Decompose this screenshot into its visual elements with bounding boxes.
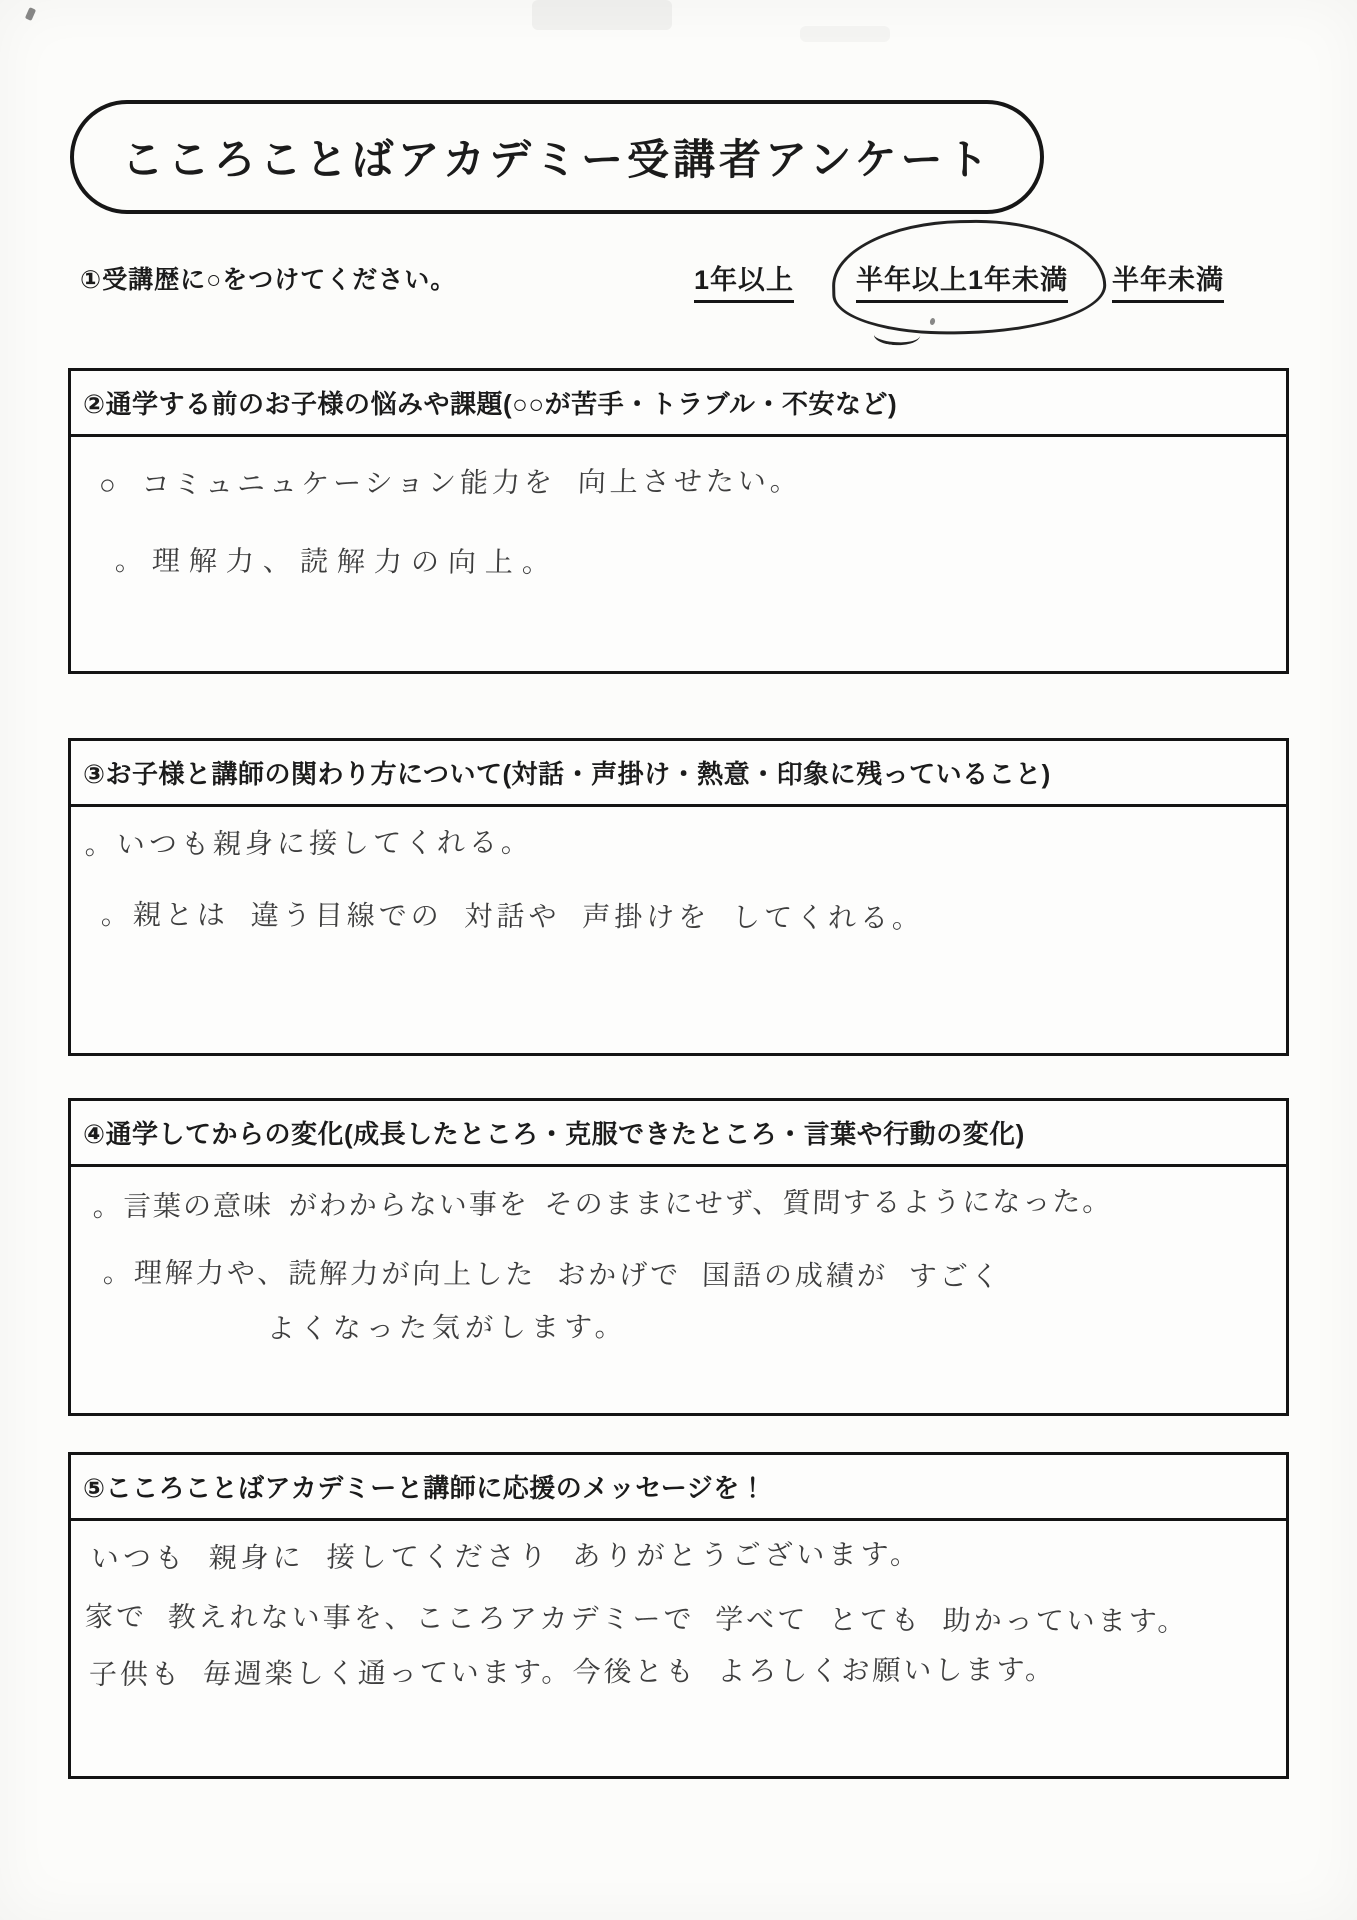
question-box-q5 bbox=[68, 1452, 1289, 1779]
form-title-oval bbox=[70, 100, 1044, 214]
handwritten-line: 。言葉の意味 がわからない事を そのままにせず、質問するようになった。 bbox=[92, 1185, 1113, 1222]
q1-option-half-to-1year: 半年以上1年未満 bbox=[856, 258, 1068, 303]
handwritten-line: 家で 教えれない事を、こころアカデミーで 学べて とても 助かっています。 bbox=[84, 1601, 1189, 1637]
form-title: こころことばアカデミー受講者アンケート bbox=[121, 136, 993, 183]
handwritten-line: ○ コミュニュケーション能力を 向上させたい。 bbox=[98, 465, 803, 500]
handwritten-line: 。理解力や、読解力が向上した おかげで 国語の成績が すごく bbox=[102, 1257, 1003, 1292]
handwritten-line: いつも 親身に 接してくださり ありがとうございます。 bbox=[90, 1538, 923, 1574]
scan-artifact-smudge bbox=[800, 26, 890, 42]
question-box-q4 bbox=[68, 1098, 1289, 1416]
q1-option-under-half-year: 半年未満 bbox=[1112, 258, 1224, 303]
q1-option-1year-plus: 1年以上 bbox=[694, 258, 794, 303]
q1-label: ①受講歴に○をつけてください。 bbox=[80, 266, 457, 294]
handwritten-line: 子供も 毎週楽しく通っています。今後とも よろしくお願いします。 bbox=[88, 1653, 1057, 1690]
handwritten-line: 。理解力、読解力の向上。 bbox=[114, 545, 560, 578]
q3-header: ③お子様と講師の関わり方について(対話・声掛け・熱意・印象に残っていること) bbox=[71, 741, 1286, 807]
question-box-q2 bbox=[68, 368, 1289, 674]
q5-header: ⑤こころことばアカデミーと講師に応援のメッセージを！ bbox=[71, 1455, 1286, 1521]
selected-option-circle bbox=[831, 217, 1107, 337]
q2-header: ②通学する前のお子様の悩みや課題(○○が苦手・トラブル・不安など) bbox=[71, 371, 1286, 437]
q4-header: ④通学してからの変化(成長したところ・克服できたところ・言葉や行動の変化) bbox=[71, 1101, 1286, 1167]
handwritten-line: よくなった気がします。 bbox=[266, 1311, 629, 1344]
question-box-q3 bbox=[68, 738, 1289, 1056]
handwritten-line: 。いつも親身に接してくれる。 bbox=[84, 826, 534, 860]
scan-artifact-mark bbox=[25, 7, 36, 21]
scan-artifact-smudge bbox=[532, 0, 672, 30]
handwritten-line: 。親とは 違う目線での 対話や 声掛けを してくれる。 bbox=[100, 899, 925, 934]
